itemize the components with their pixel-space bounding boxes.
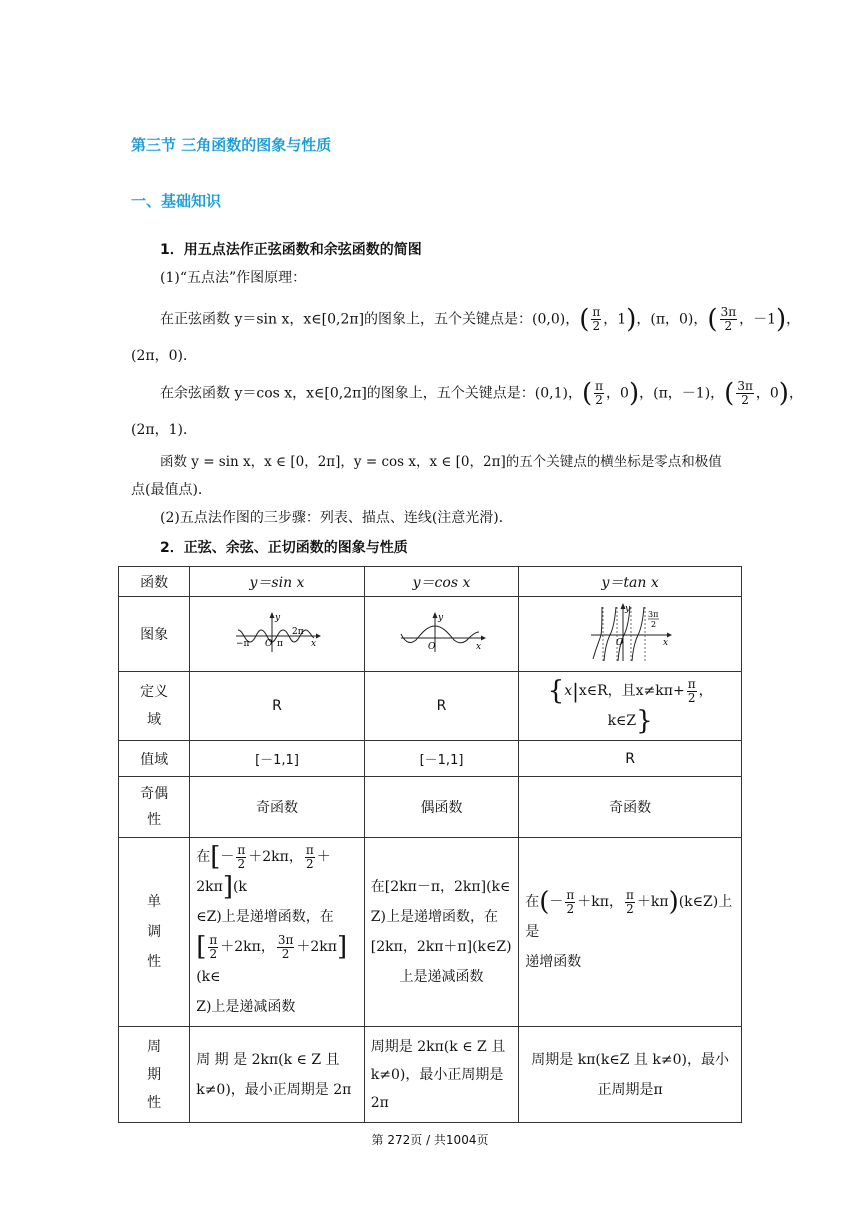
cos-line-prefix: 在余弦函数 y＝cos x，x∈[0,2π]的图象上，五个关键点是：(0,1)， <box>160 385 582 402</box>
mono-sin: 在[－ $\frac{\pi}{2}$ ＋2kπ， $\frac{\pi}{2}$ ＋2kπ](k ∈Z)上是递增函数，在 [ $\frac{\pi}{2}$ ＋2kπ， $\frac{3\pi}{2}$ ＋2kπ](k∈ Z)上是递减函数 <box>190 838 365 1027</box>
header-tan: y＝tan x <box>519 567 742 597</box>
svg-text:x: x <box>475 642 481 652</box>
header-sin: y＝sin x <box>190 567 365 597</box>
svg-text:3π: 3π <box>648 610 659 619</box>
range-cos: [－1,1] <box>364 741 518 777</box>
cos-graph <box>397 610 487 654</box>
item1-sub2: (2)五点法作图的三步骤：列表、描点、连线(注意光滑)． <box>160 510 513 526</box>
domain-cos: R <box>364 672 518 741</box>
fraction-pi-over-2: $\frac{\pi}{2}$ <box>592 305 601 333</box>
svg-text:O: O <box>264 639 273 649</box>
svg-text:O: O <box>427 642 435 652</box>
row-label-domain: 定义 域 <box>119 672 190 741</box>
fraction-3pi-over-2: $\frac{3\pi}{2}$ <box>737 379 753 407</box>
trig-properties-table <box>118 566 742 1123</box>
parity-sin: 奇函数 <box>190 777 365 838</box>
part-heading: 一、基础知识 <box>131 192 222 210</box>
table-row-parity <box>119 777 742 838</box>
period-tan: 周期是 kπ(k∈Z 且 k≠0)，最小 正周期是π <box>519 1027 742 1123</box>
domain-sin: R <box>190 672 365 741</box>
header-function: 函数 <box>119 567 190 597</box>
svg-text:y: y <box>274 613 281 623</box>
period-sin: 周 期 是 2kπ(k ∈ Z 且 k≠0)，最小正周期是 2π <box>190 1027 365 1123</box>
mono-cos: 在[2kπ－π，2kπ](k∈ Z)上是递增函数，在 [2kπ，2kπ＋π](k∈Z) 上是递减函数 <box>364 838 518 1027</box>
item1-title: 1．用五点法作正弦函数和余弦函数的简图 <box>160 242 422 258</box>
sin-line-end: (2π，0)． <box>131 348 197 364</box>
row-label-graph: 图象 <box>119 597 190 672</box>
table-row-graph <box>119 597 742 672</box>
tan-graph <box>585 601 675 663</box>
row-label-parity: 奇偶 性 <box>119 777 190 838</box>
tan-graph-cell <box>519 597 742 672</box>
svg-text:−π: −π <box>235 639 250 649</box>
row-label-range: 值域 <box>119 741 190 777</box>
cos-line-end: (2π，1)． <box>131 422 197 438</box>
domain-tan: {x|x∈R，且x≠kπ+ $\frac{\pi}{2}$ ，k∈Z} <box>519 672 742 741</box>
range-tan: R <box>519 741 742 777</box>
row-label-monotonicity: 单 调 性 <box>119 838 190 1027</box>
parity-cos: 偶函数 <box>364 777 518 838</box>
row-label-period: 周 期 性 <box>119 1027 190 1123</box>
svg-text:x: x <box>663 638 669 648</box>
sin-graph-cell <box>190 597 365 672</box>
note-line-1: 函数 y = sin x，x ∈ [0，2π]，y = cos x，x ∈ [0，2π]的五个关键点的横坐标是零点和极值 <box>160 454 722 470</box>
svg-text:π: π <box>276 639 283 649</box>
period-cos: 周期是 2kπ(k ∈ Z 且 k≠0)，最小正周期是 2π <box>364 1027 518 1123</box>
note-line-2: 点(最值点). <box>131 482 203 498</box>
table-row-period <box>119 1027 742 1123</box>
mono-tan: 在(－ $\frac{\pi}{2}$ ＋kπ， $\frac{\pi}{2}$ ＋kπ)(k∈Z)上是 递增函数 <box>519 838 742 1027</box>
svg-text:y: y <box>437 613 443 623</box>
header-cos: y＝cos x <box>364 567 518 597</box>
page-footer: 第 272页 / 共1004页 <box>371 1133 489 1147</box>
fraction-3pi-over-2: $\frac{3\pi}{2}$ <box>720 305 737 333</box>
table-row-range <box>119 741 742 777</box>
sin-line-prefix: 在正弦函数 y＝sin x，x∈[0,2π]的图象上，五个关键点是：(0,0)， <box>160 311 580 328</box>
table-row-monotonicity <box>119 838 742 1027</box>
range-sin: [－1,1] <box>190 741 365 777</box>
sin-keypoints-line: 在正弦函数 y＝sin x，x∈[0,2π]的图象上，五个关键点是：(0,0)，( $\frac{\pi}{2}$ ，1)，(π，0)，( $\frac{3\pi}{2}$ ，－1)， <box>160 304 801 335</box>
table-row-domain <box>119 672 742 741</box>
sin-graph <box>232 610 322 654</box>
fraction-pi-over-2: $\frac{\pi}{2}$ <box>595 379 604 407</box>
table-header-row <box>119 567 742 597</box>
section-title: 第三节 三角函数的图象与性质 <box>131 136 332 154</box>
item2-title: 2．正弦、余弦、正切函数的图象与性质 <box>160 540 408 556</box>
cos-keypoints-line: 在余弦函数 y＝cos x，x∈[0,2π]的图象上，五个关键点是：(0,1)，( $\frac{\pi}{2}$ ，0)，(π，－1)，( $\frac{3\pi}{2}$ ，0)， <box>160 378 803 409</box>
parity-tan: 奇函数 <box>519 777 742 838</box>
svg-text:2: 2 <box>651 620 657 629</box>
svg-text:2π: 2π <box>291 627 304 637</box>
svg-text:x: x <box>310 639 317 649</box>
item1-sub1: (1)“五点法”作图原理： <box>160 270 307 286</box>
svg-text:y: y <box>625 604 631 614</box>
svg-text:O: O <box>616 638 624 648</box>
cos-graph-cell <box>364 597 518 672</box>
